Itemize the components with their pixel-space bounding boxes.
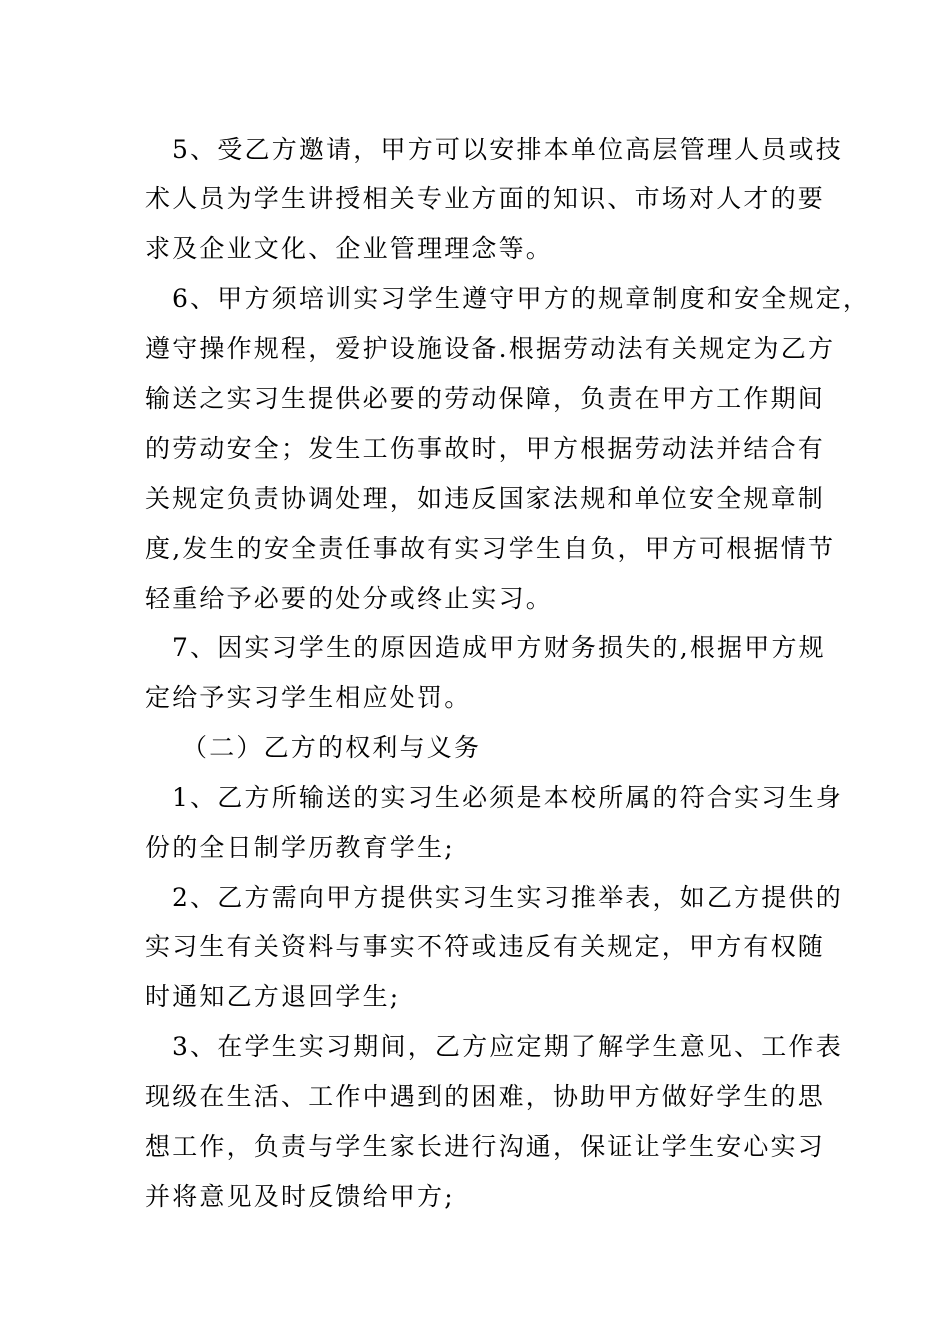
item-5-line-1: 5、受乙方邀请，甲方可以安排本单位高层管理人员或技 <box>172 135 843 164</box>
item-6-line-1: 6、甲方须培训实习学生遵守甲方的规章制度和安全规定， <box>172 284 871 313</box>
item-b1-line-2: 份的全日制学历教育学生; <box>145 833 455 862</box>
item-5-line-3: 求及企业文化、企业管理理念等。 <box>145 234 554 263</box>
item-6-line-7: 轻重给予必要的处分或终止实习。 <box>145 584 554 613</box>
item-b2-line-3: 时通知乙方退回学生; <box>145 982 401 1011</box>
item-b2-line-2: 实习生有关资料与事实不符或违反有关规定，甲方有权随 <box>145 932 826 961</box>
item-b3-line-1: 3、在学生实习期间，乙方应定期了解学生意见、工作表 <box>172 1032 843 1061</box>
item-7-line-2: 定给予实习学生相应处罚。 <box>145 683 472 712</box>
item-6-line-6: 度,发生的安全责任事故有实习学生自负，甲方可根据情节 <box>145 534 836 563</box>
item-b3-line-2: 现级在生活、工作中遇到的困难，协助甲方做好学生的思 <box>145 1082 826 1111</box>
item-5-line-2: 术人员为学生讲授相关专业方面的知识、市场对人才的要 <box>145 184 826 213</box>
item-b3-line-3: 想工作，负责与学生家长进行沟通，保证让学生安心实习 <box>145 1132 826 1161</box>
item-b2-line-1: 2、乙方需向甲方提供实习生实习推举表，如乙方提供的 <box>172 883 843 912</box>
item-b3-line-4: 并将意见及时反馈给甲方; <box>145 1182 455 1211</box>
item-6-line-3: 输送之实习生提供必要的劳动保障，负责在甲方工作期间 <box>145 384 826 413</box>
item-6-line-4: 的劳动安全；发生工伤事故时，甲方根据劳动法并结合有 <box>145 434 826 463</box>
item-b1-line-1: 1、乙方所输送的实习生必须是本校所属的符合实习生身 <box>172 783 843 812</box>
item-7-line-1: 7、因实习学生的原因造成甲方财务损失的,根据甲方规 <box>172 633 826 662</box>
item-6-line-2: 遵守操作规程，爱护设施设备.根据劳动法有关规定为乙方 <box>145 334 836 363</box>
item-6-line-5: 关规定负责协调处理，如违反国家法规和单位安全规章制 <box>145 484 826 513</box>
section-heading: （二）乙方的权利与义务 <box>182 733 482 762</box>
